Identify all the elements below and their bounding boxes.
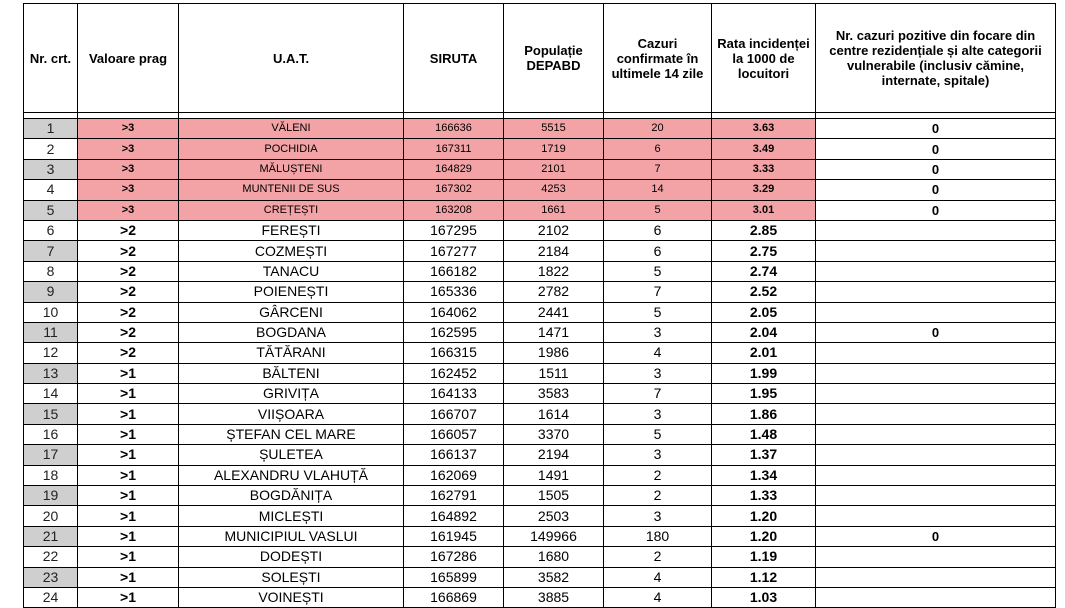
header-uat: U.A.T. (179, 4, 404, 113)
cell-focare: 0 (816, 180, 1056, 200)
cell-prag: >3 (78, 180, 179, 200)
cell-cases: 6 (604, 241, 712, 261)
cell-uat: BĂLTENI (179, 363, 404, 383)
cell-focare (816, 261, 1056, 281)
cell-pop: 3582 (504, 567, 604, 587)
cell-pop: 1471 (504, 322, 604, 342)
cell-prag: >2 (78, 343, 179, 363)
cell-uat: FEREȘTI (179, 220, 404, 240)
cell-nr: 22 (24, 547, 78, 567)
cell-nr: 20 (24, 506, 78, 526)
cell-pop: 1511 (504, 363, 604, 383)
cell-siruta: 167286 (404, 547, 504, 567)
cell-cases: 7 (604, 282, 712, 302)
cell-cases: 5 (604, 424, 712, 444)
table-row (24, 424, 1056, 444)
cell-siruta: 165336 (404, 282, 504, 302)
cell-prag: >2 (78, 282, 179, 302)
cell-rate: 1.99 (712, 363, 816, 383)
cell-uat: VIIȘOARA (179, 404, 404, 424)
cell-nr: 10 (24, 302, 78, 322)
cell-focare (816, 343, 1056, 363)
cell-rate: 2.01 (712, 343, 816, 363)
cell-prag: >1 (78, 363, 179, 383)
table-row (24, 404, 1056, 424)
cell-uat: DODEȘTI (179, 547, 404, 567)
cell-cases: 7 (604, 384, 712, 404)
cell-pop: 2503 (504, 506, 604, 526)
cell-cases: 6 (604, 139, 712, 159)
cell-prag: >3 (78, 200, 179, 220)
cell-pop: 1661 (504, 200, 604, 220)
cell-siruta: 166137 (404, 445, 504, 465)
cell-focare (816, 363, 1056, 383)
cell-rate: 1.95 (712, 384, 816, 404)
table-row (24, 241, 1056, 261)
cell-siruta: 166636 (404, 119, 504, 139)
cell-cases: 5 (604, 302, 712, 322)
header-row (24, 4, 1056, 113)
table-row (24, 119, 1056, 139)
cell-pop: 2441 (504, 302, 604, 322)
cell-siruta: 167277 (404, 241, 504, 261)
table-row (24, 139, 1056, 159)
header-prag: Valoare prag (78, 4, 179, 113)
cell-siruta: 164133 (404, 384, 504, 404)
cell-focare (816, 302, 1056, 322)
cell-prag: >2 (78, 241, 179, 261)
cell-rate: 3.33 (712, 159, 816, 179)
cell-nr: 5 (24, 200, 78, 220)
cell-pop: 1491 (504, 465, 604, 485)
table-row (24, 200, 1056, 220)
cell-pop: 1614 (504, 404, 604, 424)
cell-nr: 12 (24, 343, 78, 363)
table-row (24, 587, 1056, 607)
cell-pop: 3370 (504, 424, 604, 444)
cell-nr: 19 (24, 486, 78, 506)
cell-nr: 18 (24, 465, 78, 485)
cell-focare (816, 486, 1056, 506)
cell-prag: >1 (78, 404, 179, 424)
cell-rate: 3.29 (712, 180, 816, 200)
cell-nr: 9 (24, 282, 78, 302)
cell-focare: 0 (816, 159, 1056, 179)
cell-prag: >1 (78, 526, 179, 546)
cell-pop: 5515 (504, 119, 604, 139)
cell-uat: BOGDĂNIȚA (179, 486, 404, 506)
cell-pop: 4253 (504, 180, 604, 200)
cell-uat: MICLEȘTI (179, 506, 404, 526)
cell-rate: 1.33 (712, 486, 816, 506)
cell-uat: ȘULETEA (179, 445, 404, 465)
table-row (24, 343, 1056, 363)
header-nr: Nr. crt. (24, 4, 78, 113)
cell-rate: 1.12 (712, 567, 816, 587)
cell-uat: GÂRCENI (179, 302, 404, 322)
cell-uat: MUNICIPIUL VASLUI (179, 526, 404, 546)
cell-rate: 2.75 (712, 241, 816, 261)
table-row (24, 159, 1056, 179)
cell-rate: 1.48 (712, 424, 816, 444)
cell-siruta: 164829 (404, 159, 504, 179)
cell-uat: TANACU (179, 261, 404, 281)
cell-focare: 0 (816, 526, 1056, 546)
cell-pop: 2184 (504, 241, 604, 261)
cell-pop: 2782 (504, 282, 604, 302)
cell-pop: 2102 (504, 220, 604, 240)
cell-prag: >1 (78, 465, 179, 485)
cell-cases: 20 (604, 119, 712, 139)
cell-rate: 2.05 (712, 302, 816, 322)
cell-nr: 6 (24, 220, 78, 240)
cell-prag: >3 (78, 139, 179, 159)
cell-nr: 21 (24, 526, 78, 546)
cell-uat: GRIVIȚA (179, 384, 404, 404)
cell-nr: 24 (24, 587, 78, 607)
cell-rate: 2.04 (712, 322, 816, 342)
cell-cases: 3 (604, 445, 712, 465)
incidence-table-sheet (23, 3, 1056, 608)
cell-prag: >2 (78, 302, 179, 322)
table-row (24, 547, 1056, 567)
cell-siruta: 163208 (404, 200, 504, 220)
cell-cases: 3 (604, 363, 712, 383)
table-row (24, 567, 1056, 587)
cell-nr: 7 (24, 241, 78, 261)
table-row (24, 363, 1056, 383)
table-row (24, 445, 1056, 465)
table-row (24, 384, 1056, 404)
cell-rate: 1.20 (712, 506, 816, 526)
cell-cases: 4 (604, 343, 712, 363)
cell-nr: 1 (24, 119, 78, 139)
cell-siruta: 162595 (404, 322, 504, 342)
cell-rate: 1.03 (712, 587, 816, 607)
cell-cases: 14 (604, 180, 712, 200)
cell-cases: 5 (604, 200, 712, 220)
table-row (24, 261, 1056, 281)
cell-cases: 5 (604, 261, 712, 281)
cell-uat: POCHIDIA (179, 139, 404, 159)
cell-cases: 2 (604, 547, 712, 567)
cell-nr: 4 (24, 180, 78, 200)
cell-pop: 1719 (504, 139, 604, 159)
cell-prag: >2 (78, 220, 179, 240)
cell-focare (816, 547, 1056, 567)
cell-rate: 2.74 (712, 261, 816, 281)
cell-focare (816, 404, 1056, 424)
cell-cases: 3 (604, 506, 712, 526)
cell-prag: >1 (78, 424, 179, 444)
cell-siruta: 162791 (404, 486, 504, 506)
cell-prag: >3 (78, 119, 179, 139)
cell-prag: >1 (78, 445, 179, 465)
cell-nr: 3 (24, 159, 78, 179)
cell-focare (816, 445, 1056, 465)
cell-nr: 11 (24, 322, 78, 342)
cell-pop: 1680 (504, 547, 604, 567)
cell-uat: POIENEȘTI (179, 282, 404, 302)
cell-pop: 1986 (504, 343, 604, 363)
cell-siruta: 164062 (404, 302, 504, 322)
cell-focare (816, 220, 1056, 240)
cell-cases: 7 (604, 159, 712, 179)
cell-focare (816, 424, 1056, 444)
table-row (24, 465, 1056, 485)
cell-prag: >3 (78, 159, 179, 179)
header-rate: Rata incidenței la 1000 de locuitori (712, 4, 816, 113)
cell-nr: 16 (24, 424, 78, 444)
cell-siruta: 166869 (404, 587, 504, 607)
table-row (24, 486, 1056, 506)
cell-focare: 0 (816, 200, 1056, 220)
cell-siruta: 167311 (404, 139, 504, 159)
cell-siruta: 167295 (404, 220, 504, 240)
cell-focare: 0 (816, 119, 1056, 139)
cell-uat: MUNTENII DE SUS (179, 180, 404, 200)
cell-siruta: 162069 (404, 465, 504, 485)
cell-nr: 17 (24, 445, 78, 465)
cell-pop: 2194 (504, 445, 604, 465)
cell-nr: 8 (24, 261, 78, 281)
table-row (24, 220, 1056, 240)
header-cases: Cazuri confirmate în ultimele 14 zile (604, 4, 712, 113)
table-body (24, 113, 1056, 608)
cell-rate: 2.85 (712, 220, 816, 240)
cell-uat: ALEXANDRU VLAHUȚĂ (179, 465, 404, 485)
cell-pop: 149966 (504, 526, 604, 546)
cell-cases: 3 (604, 404, 712, 424)
cell-uat: SOLEȘTI (179, 567, 404, 587)
header-pop: Populație DEPABD (504, 4, 604, 113)
table-row (24, 282, 1056, 302)
cell-cases: 4 (604, 567, 712, 587)
cell-rate: 1.20 (712, 526, 816, 546)
cell-cases: 4 (604, 587, 712, 607)
cell-prag: >2 (78, 261, 179, 281)
cell-siruta: 166315 (404, 343, 504, 363)
cell-nr: 2 (24, 139, 78, 159)
cell-cases: 6 (604, 220, 712, 240)
cell-uat: VOINEȘTI (179, 587, 404, 607)
table-row (24, 526, 1056, 546)
cell-pop: 1822 (504, 261, 604, 281)
cell-nr: 15 (24, 404, 78, 424)
cell-prag: >1 (78, 506, 179, 526)
cell-siruta: 161945 (404, 526, 504, 546)
incidence-table (23, 3, 1056, 608)
cell-uat: COZMEȘTI (179, 241, 404, 261)
cell-cases: 2 (604, 465, 712, 485)
cell-prag: >1 (78, 384, 179, 404)
cell-pop: 3885 (504, 587, 604, 607)
cell-pop: 2101 (504, 159, 604, 179)
cell-pop: 3583 (504, 384, 604, 404)
cell-rate: 1.19 (712, 547, 816, 567)
cell-uat: CREȚEȘTI (179, 200, 404, 220)
cell-focare (816, 587, 1056, 607)
cell-siruta: 164892 (404, 506, 504, 526)
cell-focare (816, 506, 1056, 526)
cell-rate: 3.63 (712, 119, 816, 139)
cell-uat: BOGDANA (179, 322, 404, 342)
cell-siruta: 167302 (404, 180, 504, 200)
cell-nr: 13 (24, 363, 78, 383)
cell-siruta: 166707 (404, 404, 504, 424)
table-row (24, 302, 1056, 322)
cell-prag: >1 (78, 486, 179, 506)
cell-nr: 23 (24, 567, 78, 587)
cell-rate: 1.34 (712, 465, 816, 485)
cell-focare (816, 282, 1056, 302)
table-row (24, 506, 1056, 526)
cell-siruta: 162452 (404, 363, 504, 383)
cell-rate: 3.49 (712, 139, 816, 159)
header-siruta: SIRUTA (404, 4, 504, 113)
cell-uat: MĂLUȘTENI (179, 159, 404, 179)
cell-pop: 1505 (504, 486, 604, 506)
cell-cases: 3 (604, 322, 712, 342)
cell-siruta: 165899 (404, 567, 504, 587)
cell-cases: 180 (604, 526, 712, 546)
cell-siruta: 166182 (404, 261, 504, 281)
cell-cases: 2 (604, 486, 712, 506)
cell-prag: >1 (78, 547, 179, 567)
cell-focare: 0 (816, 139, 1056, 159)
cell-rate: 1.37 (712, 445, 816, 465)
cell-prag: >2 (78, 322, 179, 342)
cell-uat: VĂLENI (179, 119, 404, 139)
cell-prag: >1 (78, 567, 179, 587)
cell-focare (816, 465, 1056, 485)
cell-uat: ȘTEFAN CEL MARE (179, 424, 404, 444)
cell-siruta: 166057 (404, 424, 504, 444)
cell-prag: >1 (78, 587, 179, 607)
cell-rate: 2.52 (712, 282, 816, 302)
cell-focare (816, 241, 1056, 261)
header-focare: Nr. cazuri pozitive din focare din centre rezidențiale și alte categorii vulnerabile (inclusiv cămine, internate, spitale) (816, 4, 1056, 113)
cell-nr: 14 (24, 384, 78, 404)
cell-focare: 0 (816, 322, 1056, 342)
cell-uat: TĂTĂRANI (179, 343, 404, 363)
cell-focare (816, 384, 1056, 404)
table-row (24, 180, 1056, 200)
cell-rate: 3.01 (712, 200, 816, 220)
cell-focare (816, 567, 1056, 587)
table-row (24, 322, 1056, 342)
cell-rate: 1.86 (712, 404, 816, 424)
